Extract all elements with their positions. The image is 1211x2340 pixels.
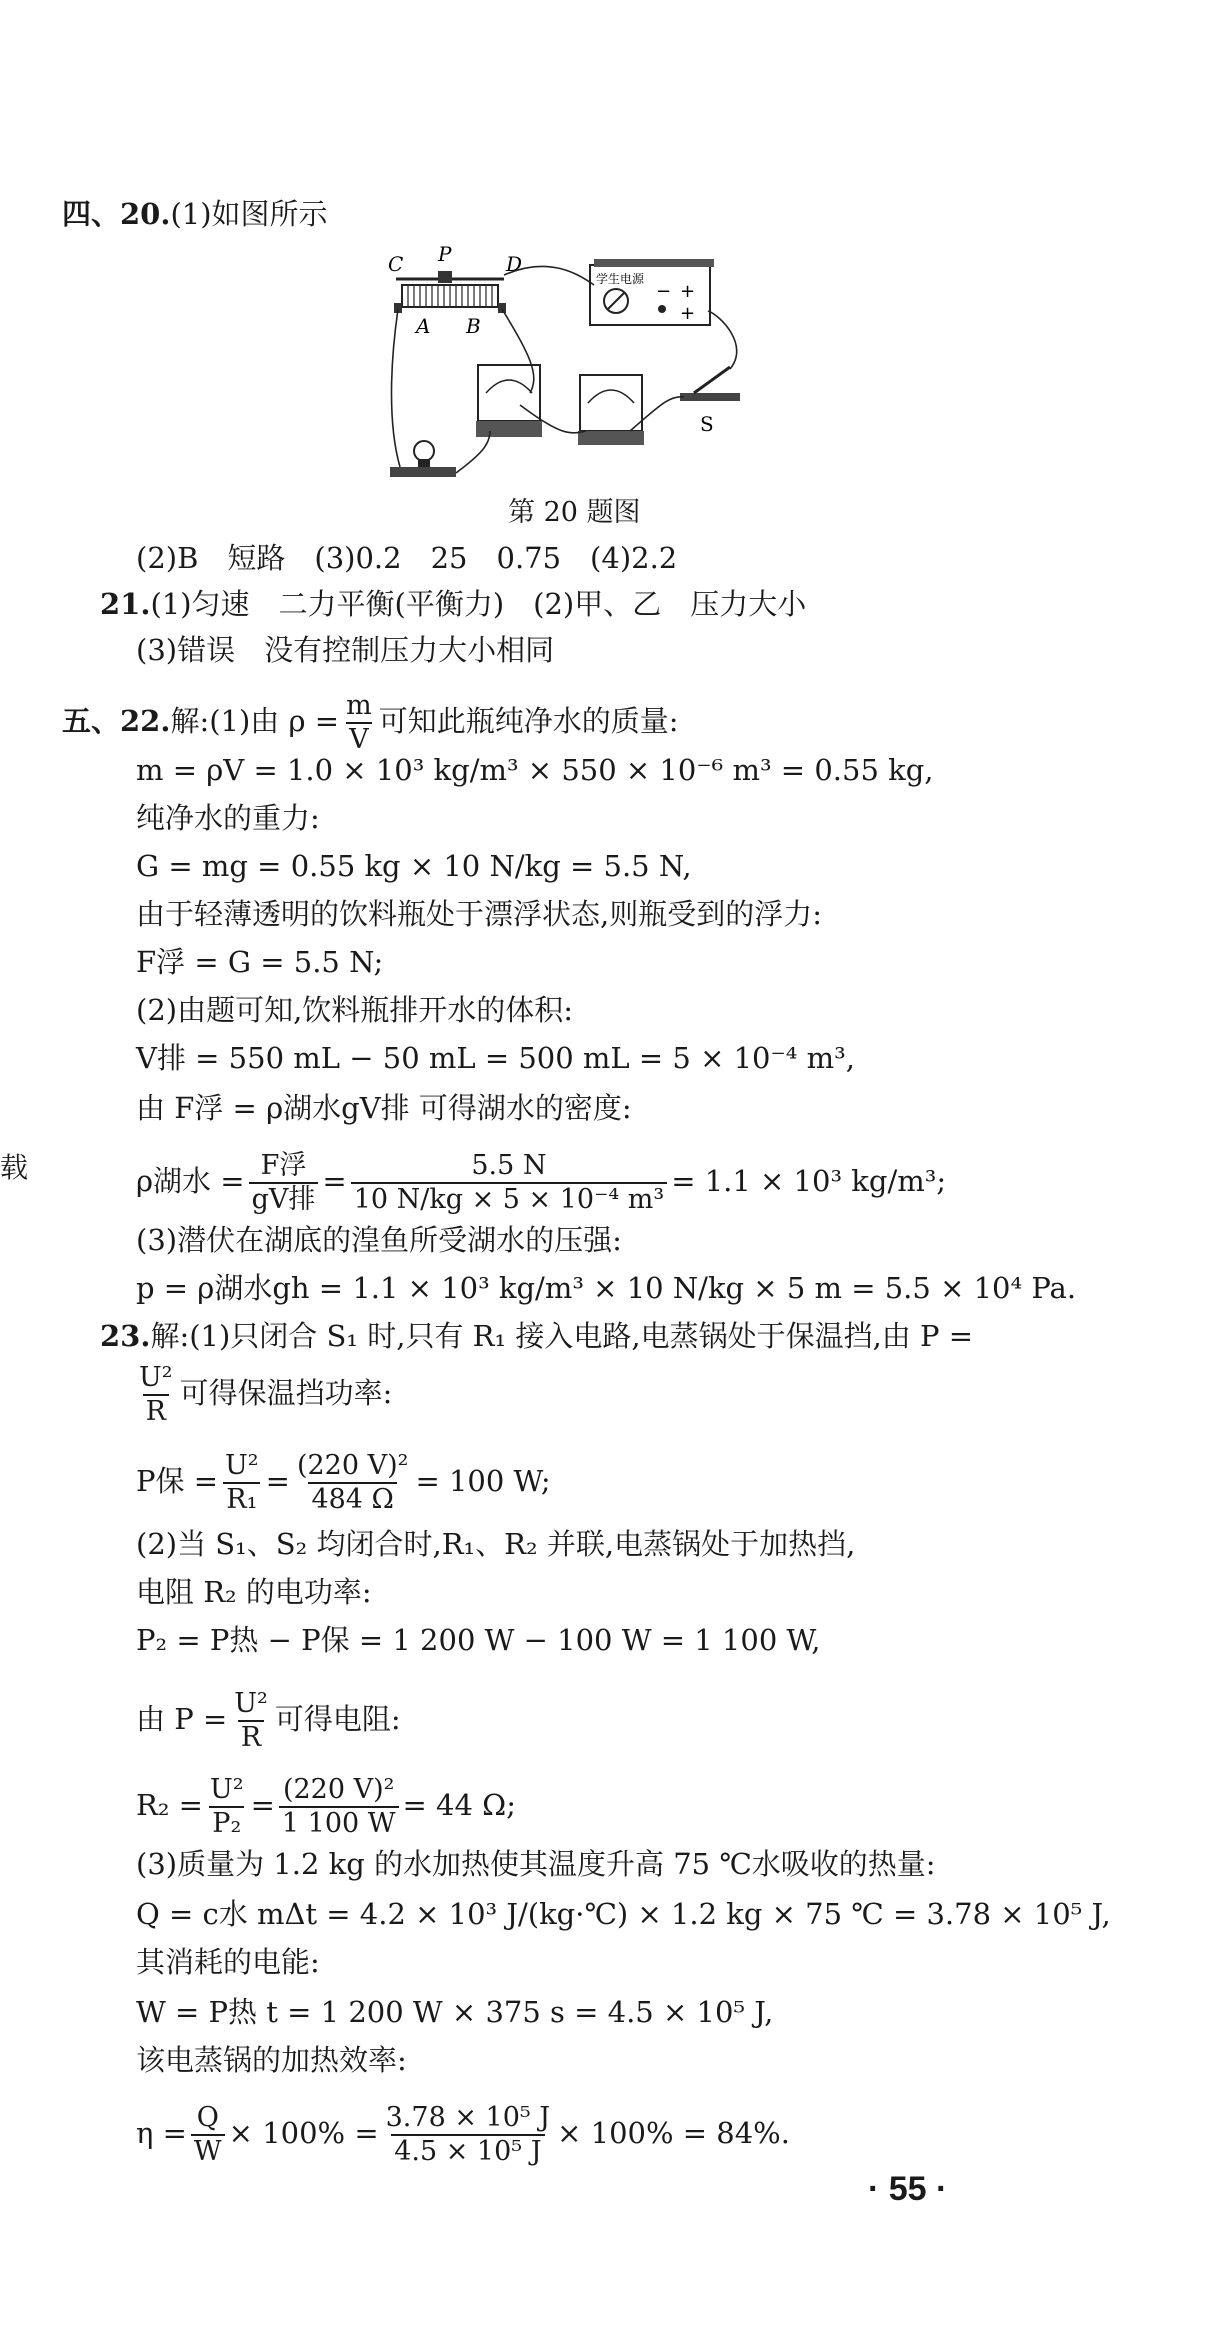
q23-r2-result: = 44 Ω; bbox=[402, 1788, 516, 1822]
fraction-numerator: 3.78 × 10⁵ J bbox=[385, 2102, 551, 2133]
q20-part1: (1)如图所示 bbox=[170, 197, 328, 231]
label-c: C bbox=[388, 252, 404, 276]
q22-density-result: = 1.1 × 10³ kg/m³; bbox=[671, 1164, 947, 1198]
fraction-denominator: 10 N/kg × 5 × 10⁻⁴ m³ bbox=[351, 1182, 668, 1216]
q22-intro: 解:(1)由 ρ = bbox=[170, 704, 340, 738]
q22-line9: 由 F浮 = ρ湖水gV排 可得湖水的密度: bbox=[136, 1091, 632, 1125]
fraction-numerator: Q bbox=[196, 2102, 219, 2133]
q23-line13: 该电蒸锅的加热效率: bbox=[136, 2043, 407, 2077]
q22-line7: (2)由题可知,饮料瓶排开水的体积: bbox=[136, 993, 574, 1027]
page-number: · 55 · bbox=[868, 2170, 948, 2208]
q20-answers: (2)B 短路 (3)0.2 25 0.75 (4)2.2 bbox=[136, 541, 678, 575]
fraction-denominator: W bbox=[191, 2134, 225, 2168]
q22-line1 bbox=[62, 690, 678, 756]
q22-line11: (3)潜伏在湖底的湟鱼所受湖水的压强: bbox=[136, 1223, 622, 1257]
label-b: B bbox=[466, 314, 481, 338]
q23-line11: 其消耗的电能: bbox=[136, 1945, 320, 1979]
fraction bbox=[249, 1150, 319, 1216]
fraction-denominator: 1 100 W bbox=[279, 1806, 399, 1840]
fraction-numerator: F浮 bbox=[260, 1150, 307, 1181]
q21-line2: (3)错误 没有控制压力大小相同 bbox=[136, 633, 555, 667]
fraction-denominator: gV排 bbox=[249, 1182, 319, 1216]
q22-line5: 由于轻薄透明的饮料瓶处于漂浮状态,则瓶受到的浮力: bbox=[136, 897, 822, 931]
rheostat bbox=[394, 271, 506, 313]
fraction-denominator: P₂ bbox=[209, 1806, 244, 1840]
fraction-denominator: R bbox=[238, 1720, 264, 1754]
fraction-numerator: 5.5 N bbox=[471, 1150, 547, 1181]
q23-resistance-tail: 可得电阻: bbox=[274, 1702, 401, 1736]
fraction bbox=[231, 1688, 271, 1754]
q22-line8: V排 = 550 mL − 50 mL = 500 mL = 5 × 10⁻⁴ m³, bbox=[136, 1041, 855, 1075]
q23-line9: (3)质量为 1.2 kg 的水加热使其温度升高 75 ℃水吸收的热量: bbox=[136, 1847, 936, 1881]
q23-r2-lhs: R₂ = bbox=[136, 1788, 203, 1822]
q23-line5: 电阻 R₂ 的电功率: bbox=[136, 1575, 372, 1609]
fraction bbox=[222, 1450, 262, 1516]
fraction-numerator: U² bbox=[209, 1774, 244, 1805]
circuit-figure bbox=[380, 245, 780, 485]
q22-density-lhs: ρ湖水 = bbox=[136, 1164, 245, 1198]
fraction-numerator: (220 V)² bbox=[296, 1450, 409, 1481]
fraction-denominator: R bbox=[143, 1394, 169, 1428]
fraction bbox=[207, 1774, 247, 1840]
q22-line3: 纯净水的重力: bbox=[136, 801, 320, 835]
label-p: P bbox=[438, 245, 452, 266]
q22-line10: ρ湖水 = $\frac{\text{F浮}}{\text{gV排}}$ = $\frac{5.5 N}{\text{10 N/kg × 5 × 10⁻⁴ m³}}$ = 1.1 × 10³ kg/m³; bbox=[136, 1150, 947, 1215]
fraction bbox=[136, 1362, 176, 1428]
q21-number: 21. bbox=[100, 587, 151, 621]
svg-text:+: + bbox=[680, 303, 696, 324]
side-character: 载 bbox=[0, 1151, 29, 1184]
q22-line4: G = mg = 0.55 kg × 10 N/kg = 5.5 N, bbox=[136, 849, 692, 883]
density-formula bbox=[343, 690, 375, 756]
switch bbox=[680, 367, 740, 401]
q23-power-lhs: P保 = bbox=[136, 1464, 219, 1498]
fraction-numerator: U² bbox=[234, 1688, 268, 1719]
q23-line4: (2)当 S₁、S₂ 均闭合时,R₁、R₂ 并联,电蒸锅处于加热挡, bbox=[136, 1527, 856, 1561]
q23-eff-result: × 100% = 84%. bbox=[557, 2116, 790, 2150]
bulb bbox=[390, 441, 456, 477]
fraction-denominator: 484 Ω bbox=[308, 1482, 397, 1516]
q23-line1 bbox=[100, 1318, 973, 1354]
svg-text:−: − bbox=[656, 281, 672, 302]
q23-resistance-intro: 由 P = bbox=[136, 1702, 228, 1736]
q21-text1: (1)匀速 二力平衡(平衡力) (2)甲、乙 压力大小 bbox=[150, 587, 807, 621]
q21-line1 bbox=[100, 586, 806, 622]
q23-line2 bbox=[132, 1362, 392, 1428]
q23-line7 bbox=[136, 1688, 401, 1754]
fraction-numerator: U² bbox=[139, 1362, 173, 1393]
label-s: S bbox=[700, 412, 714, 436]
power-supply bbox=[590, 259, 714, 325]
q20-number: 四、20. bbox=[62, 197, 171, 231]
fraction-denominator: V bbox=[346, 722, 372, 756]
q23-eff-lhs: η = bbox=[136, 2116, 187, 2150]
fraction bbox=[191, 2102, 225, 2168]
q20-line1 bbox=[62, 196, 328, 232]
fraction-denominator: 4.5 × 10⁵ J bbox=[391, 2134, 544, 2168]
q22-line12: p = ρ湖水gh = 1.1 × 10³ kg/m³ × 10 N/kg × 5 m = 5.5 × 10⁴ Pa. bbox=[136, 1271, 1077, 1305]
q22-intro-tail: 可知此瓶纯净水的质量: bbox=[378, 704, 679, 738]
q22-line6: F浮 = G = 5.5 N; bbox=[136, 945, 384, 979]
ammeter bbox=[578, 375, 644, 445]
fraction bbox=[351, 1150, 668, 1216]
label-d: D bbox=[506, 252, 523, 276]
q23-line3: P保 = $\frac{\text{U²}}{\text{R₁}}$ = $\frac{\text{(220 V)²}}{484 \Omega}$ = 100 W; bbox=[136, 1450, 551, 1515]
fraction-numerator: U² bbox=[225, 1450, 259, 1481]
q23-number: 23. bbox=[100, 1319, 151, 1353]
q23-line10: Q = c水 mΔt = 4.2 × 10³ J/(kg·℃) × 1.2 kg × 75 ℃ = 3.78 × 10⁵ J, bbox=[136, 1897, 1111, 1931]
q23-line8: R₂ = $\frac{\text{U²}}{\text{P₂}}$ = $\frac{\text{(220 V)²}}{1 100 W}$ = 44 Ω; bbox=[136, 1774, 516, 1839]
figure-caption: 第 20 题图 bbox=[508, 497, 641, 528]
q23-eff-mid: × 100% = bbox=[228, 2116, 379, 2150]
svg-text:+: + bbox=[680, 281, 696, 302]
q23-intro-tail: 可得保温挡功率: bbox=[179, 1376, 393, 1410]
q23-line6: P₂ = P热 − P保 = 1 200 W − 100 W = 1 100 W, bbox=[136, 1623, 821, 1657]
fraction-numerator: (220 V)² bbox=[282, 1774, 395, 1805]
label-a: A bbox=[416, 314, 431, 338]
q22-number: 五、22. bbox=[62, 704, 171, 738]
q23-line12: W = P热 t = 1 200 W × 375 s = 4.5 × 10⁵ J, bbox=[136, 1995, 774, 2029]
fraction-denominator: R₁ bbox=[223, 1482, 260, 1516]
fraction bbox=[294, 1450, 412, 1516]
fraction-numerator: m bbox=[346, 690, 372, 721]
q23-line14 bbox=[136, 2102, 790, 2168]
q23-power-result: = 100 W; bbox=[415, 1464, 551, 1498]
q22-line2: m = ρV = 1.0 × 10³ kg/m³ × 550 × 10⁻⁶ m³ = 0.55 kg, bbox=[136, 753, 934, 787]
voltmeter bbox=[476, 365, 542, 437]
fraction bbox=[383, 2102, 554, 2168]
fraction bbox=[279, 1774, 399, 1840]
q23-intro: 解:(1)只闭合 S₁ 时,只有 R₁ 接入电路,电蒸锅处于保温挡,由 P = bbox=[150, 1319, 974, 1353]
supply-label: 学生电源 bbox=[596, 272, 645, 286]
